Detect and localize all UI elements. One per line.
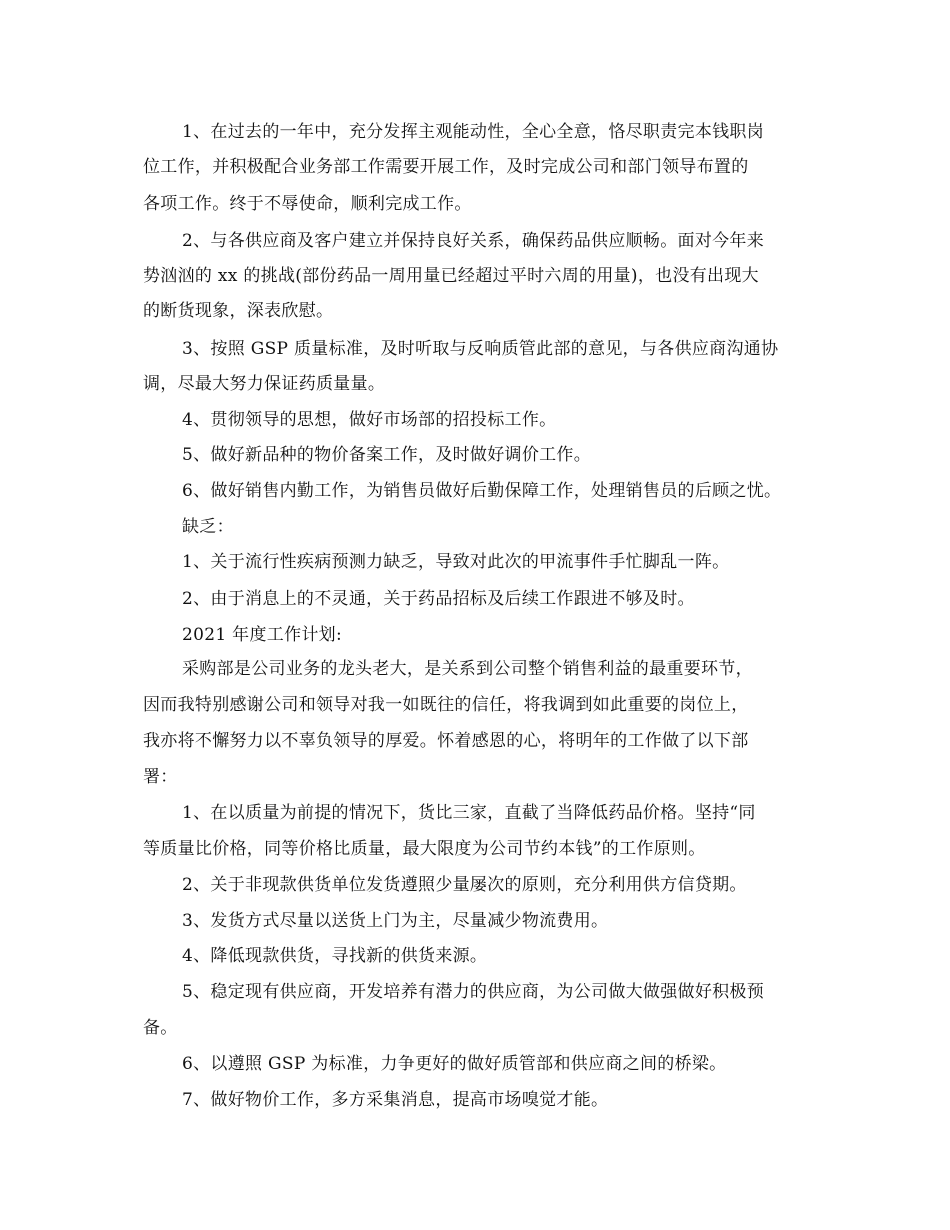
paragraph-line: 6、做好销售内勤工作，为销售员做好后勤保障工作，处理销售员的后顾之忧。 xyxy=(182,481,782,501)
paragraph-line: 2、与各供应商及客户建立并保持良好关系，确保药品供应顺畅。面对今年来 xyxy=(182,231,765,251)
paragraph-line: 调，尽最大努力保证药质量量。 xyxy=(143,374,386,394)
paragraph-line: 2、关于非现款供货单位发货遵照少量屡次的原则，充分利用供方信贷期。 xyxy=(182,875,747,895)
paragraph-line: 1、关于流行性疾病预测力缺乏，导致对此次的甲流事件手忙脚乱一阵。 xyxy=(182,552,730,572)
paragraph-line: 5、稳定现有供应商，开发培养有潜力的供应商，为公司做大做强做好积极预 xyxy=(182,982,765,1002)
paragraph-line: 3、按照 GSP 质量标准，及时听取与反响质管此部的意见，与各供应商沟通协 xyxy=(182,339,779,359)
paragraph-line: 各项工作。终于不辱使命，顺利完成工作。 xyxy=(143,194,472,214)
paragraph-line: 备。 xyxy=(143,1018,178,1038)
paragraph-line: 4、降低现款供货，寻找新的供货来源。 xyxy=(182,946,488,966)
section-heading: 缺乏： xyxy=(182,517,234,537)
paragraph-line: 2、由于消息上的不灵通，关于药品招标及后续工作跟进不够及时。 xyxy=(182,589,695,609)
paragraph-line: 我亦将不懈努力以不辜负领导的厚爱。怀着感恩的心，将明年的工作做了以下部 xyxy=(143,731,749,751)
paragraph-line: 1、在以质量为前提的情况下，货比三家，直截了当降低药品价格。坚持“同 xyxy=(182,803,756,823)
paragraph-line: 采购部是公司业务的龙头老大，是关系到公司整个销售利益的最重要环节， xyxy=(182,659,753,679)
paragraph-line: 5、做好新品种的物价备案工作，及时做好调价工作。 xyxy=(182,445,592,465)
paragraph-line: 4、贯彻领导的思想，做好市场部的招投标工作。 xyxy=(182,410,557,430)
paragraph-line: 等质量比价格，同等价格比质量，最大限度为公司节约本钱”的工作原则。 xyxy=(143,839,706,859)
paragraph-line: 1、在过去的一年中，充分发挥主观能动性，全心全意，恪尽职责完本钱职岗 xyxy=(182,122,765,142)
paragraph-line: 因而我特别感谢公司和领导对我一如既往的信任，将我调到如此重要的岗位上， xyxy=(143,695,749,715)
section-heading: 2021 年度工作计划: xyxy=(182,625,342,645)
paragraph-line: 势汹汹的 xx 的挑战(部份药品一周用量已经超过平时六周的用量)，也没有出现大 xyxy=(143,266,759,286)
paragraph-line: 的断货现象，深表欣慰。 xyxy=(143,301,334,321)
paragraph-line: 位工作，并积极配合业务部工作需要开展工作，及时完成公司和部门领导布置的 xyxy=(143,157,749,177)
paragraph-line: 3、发货方式尽量以送货上门为主，尽量减少物流费用。 xyxy=(182,911,609,931)
paragraph-line: 6、以遵照 GSP 为标准，力争更好的做好质管部和供应商之间的桥梁。 xyxy=(182,1054,727,1074)
paragraph-line: 7、做好物价工作，多方采集消息，提高市场嗅觉才能。 xyxy=(182,1090,609,1110)
paragraph-line: 署： xyxy=(143,767,178,787)
